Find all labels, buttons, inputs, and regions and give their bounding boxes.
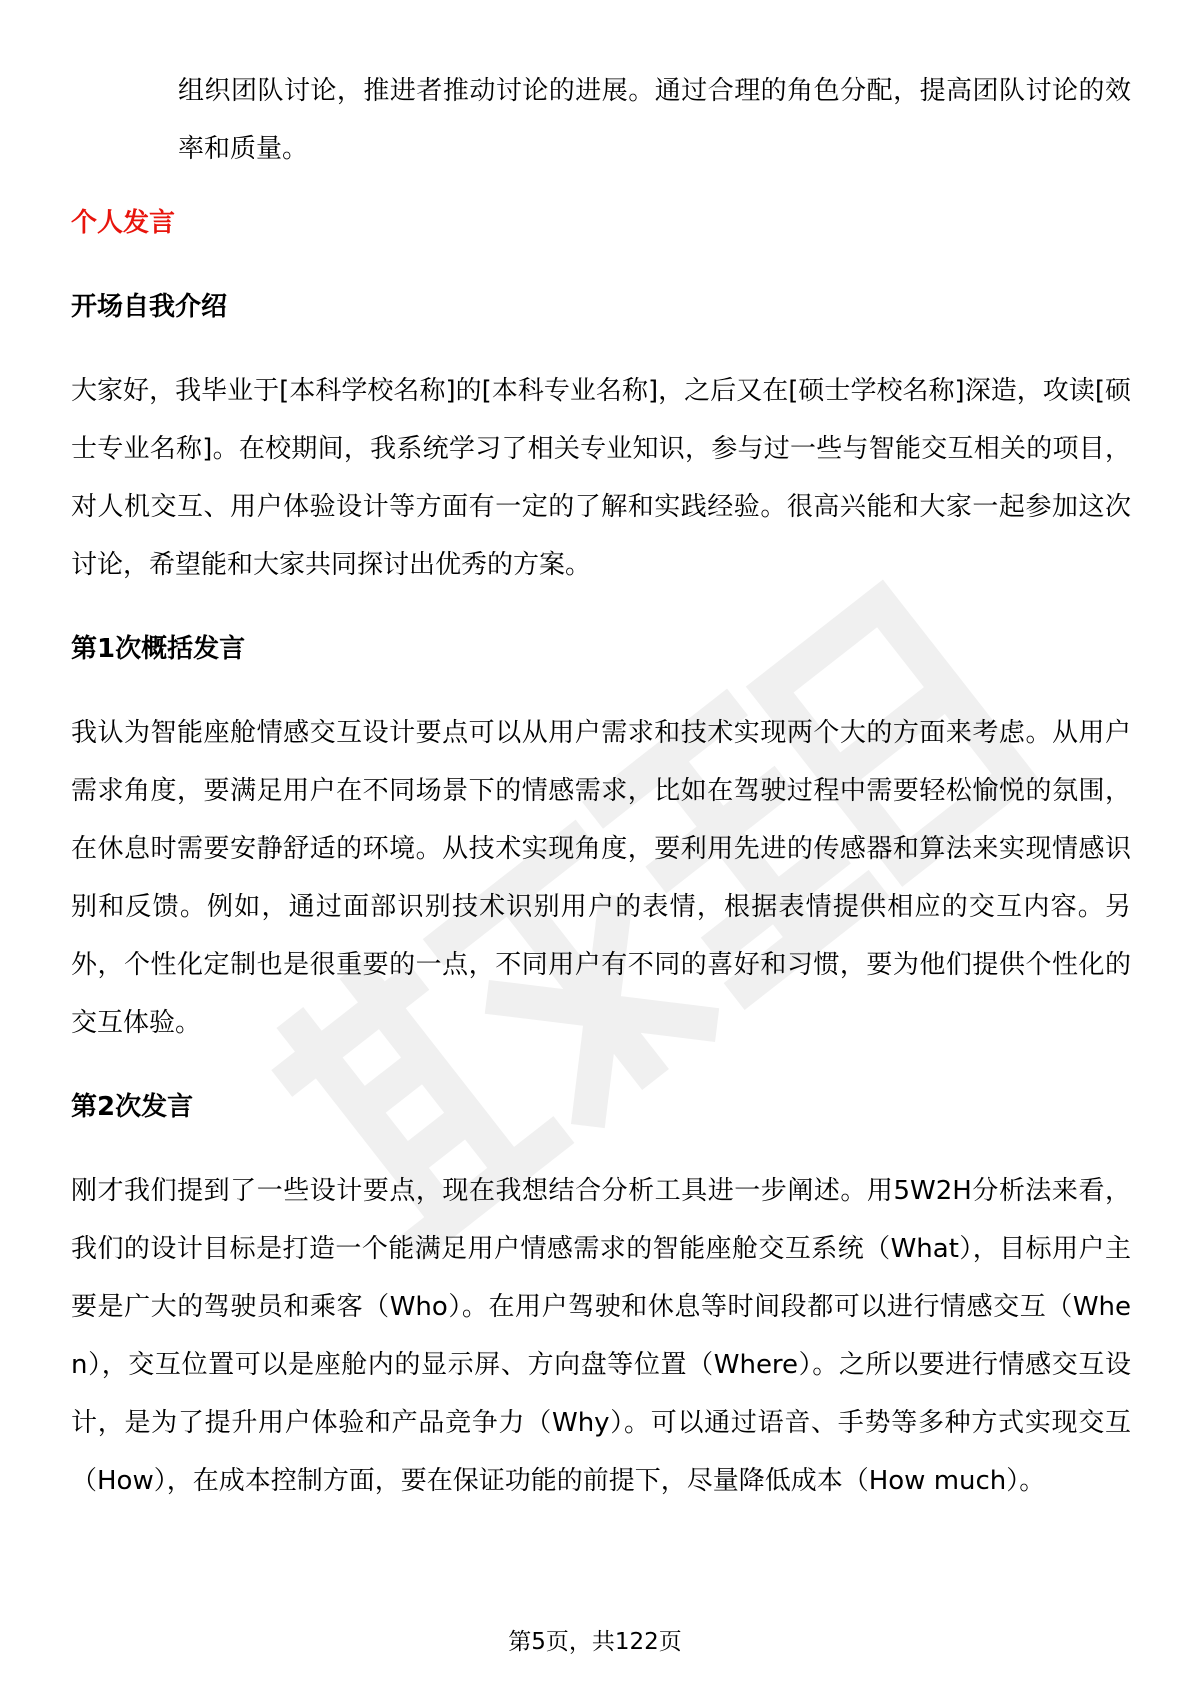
page-number-footer: 第5页，共122页 bbox=[508, 1629, 682, 1655]
section-heading: 个人发言 bbox=[71, 208, 176, 238]
block-title-intro: 开场自我介绍 bbox=[71, 292, 228, 322]
block-title-second-speech: 第2次发言 bbox=[71, 1092, 194, 1122]
block-text-second-speech: 刚才我们提到了一些设计要点，现在我想结合分析工具进一步阐述。用5W2H分析法来看，我们的设计目标是打造一个能满足用户情感需求的智能座舱交互系统（What），目标用户主要是广大的驾驶员和乘客（Who）。在用户驾驶和休息等时间段都可以进行情感交互（When），交互位置可以是座舱内的显示屏、方向盘等位置（Where）。之所以要进行情感交互设计，是为了提升用户体验和产品竞争力（Why）。可以通过语音、手势等多种方式实现交互（How），在成本控制方面，要在保证功能的前提下，尽量降低成本（How much）。 bbox=[71, 1176, 1131, 1496]
block-title-first-speech: 第1次概括发言 bbox=[71, 634, 246, 664]
block-text-first-speech: 我认为智能座舱情感交互设计要点可以从用户需求和技术实现两个大的方面来考虑。从用户需求角度，要满足用户在不同场景下的情感需求，比如在驾驶过程中需要轻松愉悦的氛围，在休息时需要安静舒适的环境。从技术实现角度，要利用先进的传感器和算法来实现情感识别和反馈。例如，通过面部识别技术识别用户的表情，根据表情提供相应的交互内容。另外，个性化定制也是很重要的一点，不同用户有不同的喜好和习惯，要为他们提供个性化的交互体验。 bbox=[71, 718, 1131, 1038]
document-body bbox=[71, 62, 1131, 1510]
block-text-intro: 大家好，我毕业于[本科学校名称]的[本科专业名称]，之后又在[硕士学校名称]深造，攻读[硕士专业名称]。在校期间，我系统学习了相关专业知识，参与过一些与智能交互相关的项目，对人机交互、用户体验设计等方面有一定的了解和实践经验。很高兴能和大家一起参加这次讨论，希望能和大家共同探讨出优秀的方案。 bbox=[71, 376, 1131, 580]
intro-paragraph-tail: 组织团队讨论，推进者推动讨论的进展。通过合理的角色分配，提高团队讨论的效率和质量。 bbox=[178, 76, 1131, 164]
